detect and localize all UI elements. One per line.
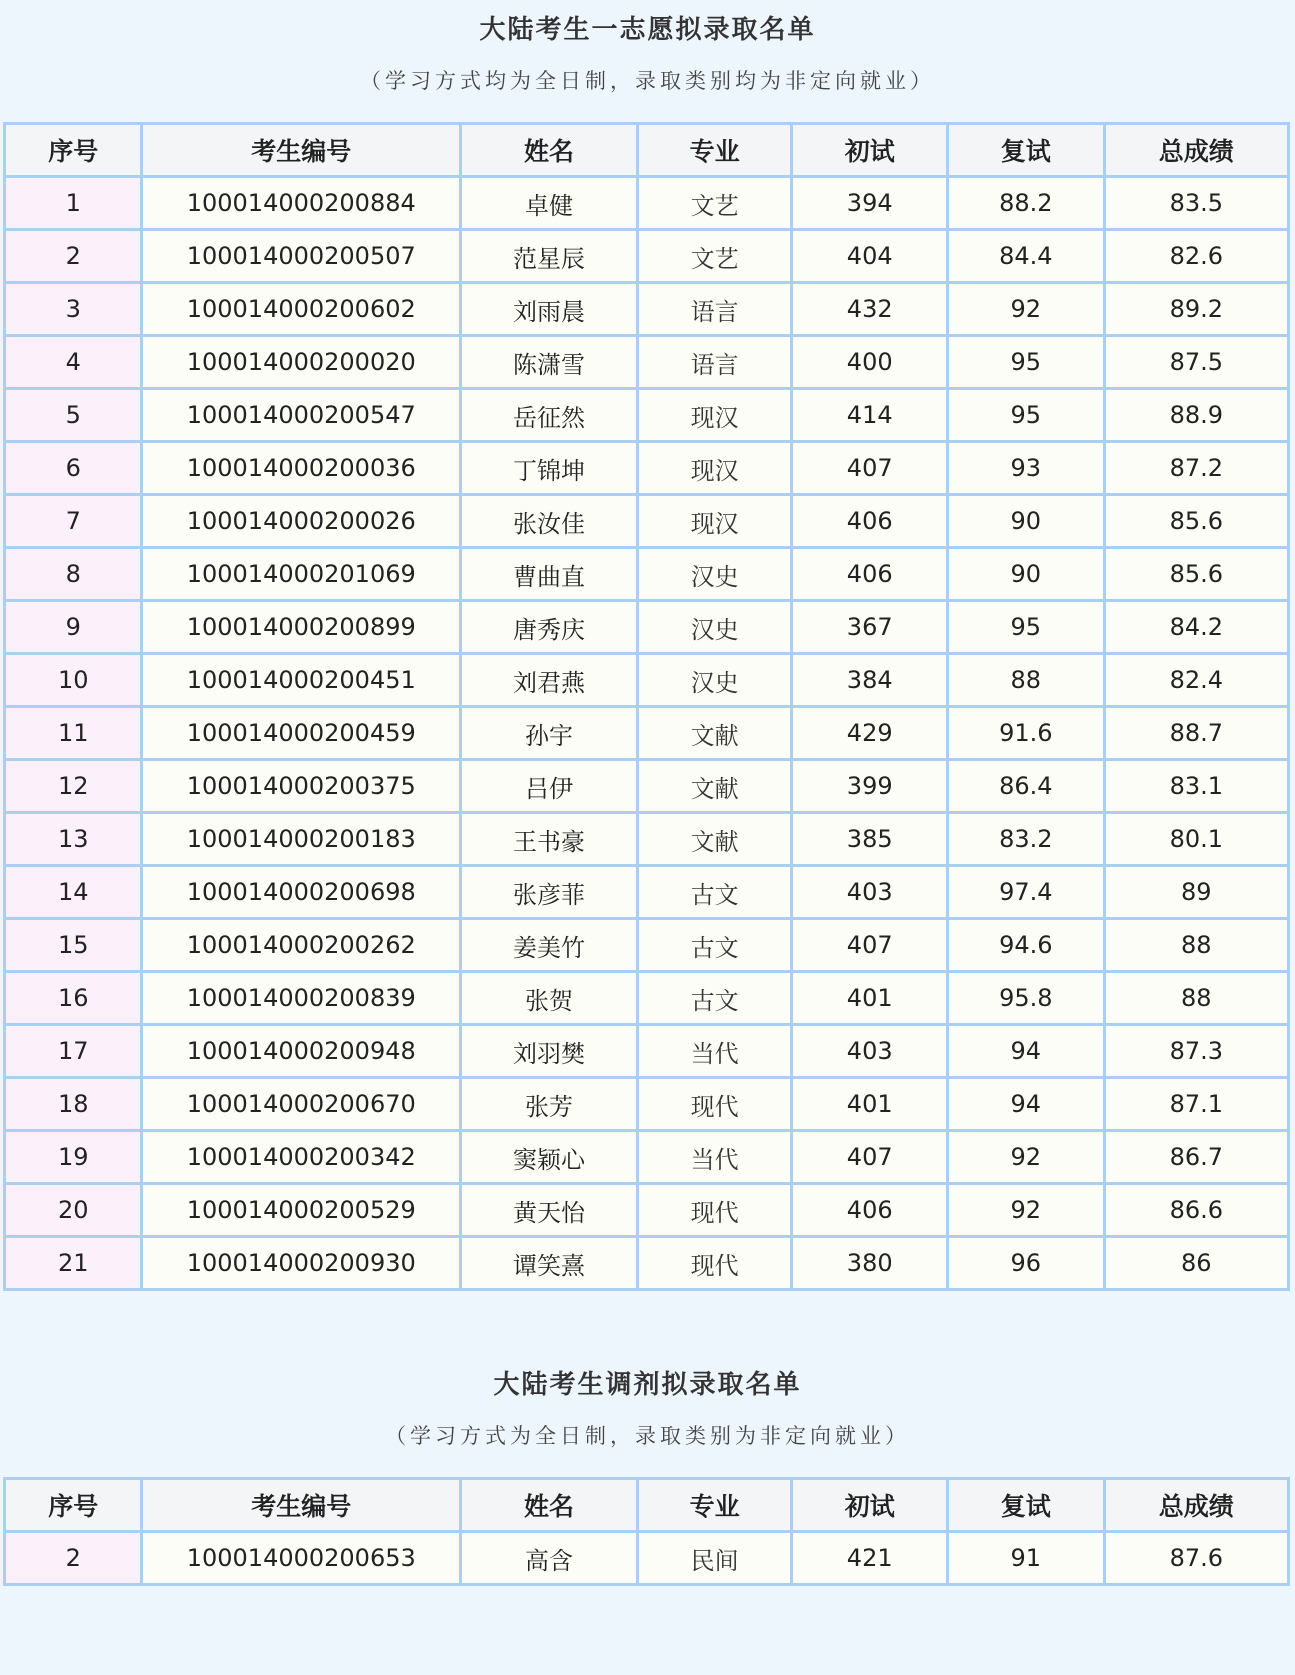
cell-retest-score: 92 (947, 1184, 1104, 1237)
cell-retest-score: 95 (947, 336, 1104, 389)
cell-candidate-id: 100014000200451 (142, 654, 461, 707)
column-header-retest-score: 复试 (947, 1479, 1104, 1532)
table-row (5, 1237, 1289, 1290)
cell-major: 汉史 (637, 654, 792, 707)
cell-candidate-id: 100014000200183 (142, 813, 461, 866)
cell-index: 14 (5, 866, 142, 919)
cell-candidate-id: 100014000200020 (142, 336, 461, 389)
cell-index: 15 (5, 919, 142, 972)
cell-prelim-score: 432 (792, 283, 948, 336)
table-header-row (5, 124, 1289, 177)
cell-total-score: 87.5 (1104, 336, 1288, 389)
cell-prelim-score: 406 (792, 1184, 948, 1237)
cell-index: 21 (5, 1237, 142, 1290)
column-header-prelim-score: 初试 (792, 124, 948, 177)
cell-major: 文献 (637, 813, 792, 866)
cell-candidate-id: 100014000200930 (142, 1237, 461, 1290)
cell-retest-score: 95 (947, 601, 1104, 654)
column-header-retest-score: 复试 (947, 124, 1104, 177)
cell-major: 古文 (637, 919, 792, 972)
cell-retest-score: 84.4 (947, 230, 1104, 283)
cell-name: 孙宇 (461, 707, 638, 760)
cell-total-score: 85.6 (1104, 495, 1288, 548)
cell-candidate-id: 100014000200899 (142, 601, 461, 654)
cell-prelim-score: 380 (792, 1237, 948, 1290)
cell-major: 当代 (637, 1131, 792, 1184)
cell-major: 现代 (637, 1237, 792, 1290)
cell-index: 3 (5, 283, 142, 336)
cell-retest-score: 95 (947, 389, 1104, 442)
cell-candidate-id: 100014000200698 (142, 866, 461, 919)
column-header-total-score: 总成绩 (1104, 1479, 1288, 1532)
cell-total-score: 88.7 (1104, 707, 1288, 760)
cell-index: 10 (5, 654, 142, 707)
cell-total-score: 87.3 (1104, 1025, 1288, 1078)
cell-name: 吕伊 (461, 760, 638, 813)
column-header-candidate-id: 考生编号 (142, 1479, 461, 1532)
cell-total-score: 87.2 (1104, 442, 1288, 495)
cell-total-score: 88.9 (1104, 389, 1288, 442)
table-body (5, 1532, 1289, 1585)
cell-name: 刘羽樊 (461, 1025, 638, 1078)
cell-name: 陈潇雪 (461, 336, 638, 389)
cell-retest-score: 92 (947, 1131, 1104, 1184)
table-body (5, 177, 1289, 1290)
cell-major: 现代 (637, 1184, 792, 1237)
table-row (5, 1025, 1289, 1078)
cell-prelim-score: 403 (792, 866, 948, 919)
cell-prelim-score: 406 (792, 495, 948, 548)
cell-major: 当代 (637, 1025, 792, 1078)
cell-total-score: 86 (1104, 1237, 1288, 1290)
table-row (5, 654, 1289, 707)
cell-total-score: 86.6 (1104, 1184, 1288, 1237)
table-row (5, 1184, 1289, 1237)
cell-major: 文艺 (637, 230, 792, 283)
cell-total-score: 85.6 (1104, 548, 1288, 601)
cell-candidate-id: 100014000200459 (142, 707, 461, 760)
table-row (5, 1532, 1289, 1585)
column-header-total-score: 总成绩 (1104, 124, 1288, 177)
column-header-index: 序号 (5, 124, 142, 177)
cell-name: 张汝佳 (461, 495, 638, 548)
cell-name: 高含 (461, 1532, 638, 1585)
cell-candidate-id: 100014000200884 (142, 177, 461, 230)
cell-candidate-id: 100014000200507 (142, 230, 461, 283)
column-header-name: 姓名 (461, 124, 638, 177)
cell-total-score: 82.6 (1104, 230, 1288, 283)
cell-retest-score: 94 (947, 1025, 1104, 1078)
table-row (5, 442, 1289, 495)
table-row (5, 336, 1289, 389)
table-row (5, 972, 1289, 1025)
cell-retest-score: 91.6 (947, 707, 1104, 760)
cell-candidate-id: 100014000200036 (142, 442, 461, 495)
cell-name: 窦颖心 (461, 1131, 638, 1184)
cell-retest-score: 83.2 (947, 813, 1104, 866)
cell-index: 2 (5, 1532, 142, 1585)
table-row (5, 283, 1289, 336)
cell-name: 卓健 (461, 177, 638, 230)
table-row (5, 707, 1289, 760)
adjustment-table (3, 1477, 1290, 1586)
cell-prelim-score: 407 (792, 442, 948, 495)
cell-major: 古文 (637, 866, 792, 919)
table-row (5, 389, 1289, 442)
cell-index: 13 (5, 813, 142, 866)
cell-prelim-score: 403 (792, 1025, 948, 1078)
cell-retest-score: 97.4 (947, 866, 1104, 919)
cell-prelim-score: 421 (792, 1532, 948, 1585)
cell-major: 现汉 (637, 495, 792, 548)
cell-retest-score: 93 (947, 442, 1104, 495)
cell-major: 现代 (637, 1078, 792, 1131)
table-row (5, 230, 1289, 283)
cell-candidate-id: 100014000200262 (142, 919, 461, 972)
column-header-major: 专业 (637, 1479, 792, 1532)
table-row (5, 495, 1289, 548)
cell-candidate-id: 100014000200026 (142, 495, 461, 548)
cell-retest-score: 90 (947, 495, 1104, 548)
cell-name: 刘君燕 (461, 654, 638, 707)
cell-total-score: 88 (1104, 972, 1288, 1025)
table-row (5, 548, 1289, 601)
cell-prelim-score: 367 (792, 601, 948, 654)
cell-retest-score: 94 (947, 1078, 1104, 1131)
cell-prelim-score: 406 (792, 548, 948, 601)
cell-index: 2 (5, 230, 142, 283)
cell-total-score: 88 (1104, 919, 1288, 972)
column-header-prelim-score: 初试 (792, 1479, 948, 1532)
cell-prelim-score: 400 (792, 336, 948, 389)
cell-candidate-id: 100014000200529 (142, 1184, 461, 1237)
table-row (5, 813, 1289, 866)
cell-total-score: 89 (1104, 866, 1288, 919)
cell-total-score: 82.4 (1104, 654, 1288, 707)
cell-index: 1 (5, 177, 142, 230)
cell-candidate-id: 100014000200948 (142, 1025, 461, 1078)
adjustment-subtitle: （学习方式为全日制，录取类别为非定向就业） (385, 1424, 910, 1448)
cell-major: 汉史 (637, 548, 792, 601)
cell-prelim-score: 401 (792, 972, 948, 1025)
cell-major: 汉史 (637, 601, 792, 654)
cell-retest-score: 91 (947, 1532, 1104, 1585)
column-header-candidate-id: 考生编号 (142, 124, 461, 177)
cell-name: 张彦菲 (461, 866, 638, 919)
cell-name: 刘雨晨 (461, 283, 638, 336)
column-header-major: 专业 (637, 124, 792, 177)
cell-total-score: 87.6 (1104, 1532, 1288, 1585)
table-row (5, 1131, 1289, 1184)
cell-retest-score: 95.8 (947, 972, 1104, 1025)
cell-total-score: 80.1 (1104, 813, 1288, 866)
cell-name: 曹曲直 (461, 548, 638, 601)
cell-total-score: 87.1 (1104, 1078, 1288, 1131)
adjustment-section (0, 1355, 1295, 1586)
cell-retest-score: 86.4 (947, 760, 1104, 813)
cell-index: 8 (5, 548, 142, 601)
column-header-name: 姓名 (461, 1479, 638, 1532)
cell-retest-score: 94.6 (947, 919, 1104, 972)
cell-name: 张贺 (461, 972, 638, 1025)
cell-major: 民间 (637, 1532, 792, 1585)
cell-prelim-score: 407 (792, 919, 948, 972)
cell-candidate-id: 100014000200547 (142, 389, 461, 442)
cell-index: 18 (5, 1078, 142, 1131)
cell-major: 现汉 (637, 442, 792, 495)
cell-name: 丁锦坤 (461, 442, 638, 495)
first-choice-title: 大陆考生一志愿拟录取名单 (479, 15, 816, 45)
cell-name: 姜美竹 (461, 919, 638, 972)
first-choice-table (3, 122, 1290, 1291)
cell-major: 现汉 (637, 389, 792, 442)
cell-candidate-id: 100014000200602 (142, 283, 461, 336)
cell-prelim-score: 407 (792, 1131, 948, 1184)
table-row (5, 919, 1289, 972)
cell-major: 古文 (637, 972, 792, 1025)
cell-name: 张芳 (461, 1078, 638, 1131)
cell-prelim-score: 394 (792, 177, 948, 230)
cell-name: 黄天怡 (461, 1184, 638, 1237)
first-choice-subtitle: （学习方式均为全日制，录取类别均为非定向就业） (360, 69, 935, 93)
cell-candidate-id: 100014000200670 (142, 1078, 461, 1131)
cell-major: 文献 (637, 760, 792, 813)
cell-retest-score: 88.2 (947, 177, 1104, 230)
cell-retest-score: 92 (947, 283, 1104, 336)
table-row (5, 1078, 1289, 1131)
cell-name: 唐秀庆 (461, 601, 638, 654)
cell-major: 语言 (637, 283, 792, 336)
cell-prelim-score: 384 (792, 654, 948, 707)
cell-total-score: 89.2 (1104, 283, 1288, 336)
cell-index: 11 (5, 707, 142, 760)
cell-total-score: 83.1 (1104, 760, 1288, 813)
adjustment-title: 大陆考生调剂拟录取名单 (493, 1370, 802, 1400)
cell-major: 文献 (637, 707, 792, 760)
table-row (5, 601, 1289, 654)
cell-candidate-id: 100014000200839 (142, 972, 461, 1025)
cell-retest-score: 90 (947, 548, 1104, 601)
cell-index: 6 (5, 442, 142, 495)
table-row (5, 760, 1289, 813)
cell-prelim-score: 399 (792, 760, 948, 813)
cell-candidate-id: 100014000200342 (142, 1131, 461, 1184)
cell-retest-score: 96 (947, 1237, 1104, 1290)
cell-name: 岳征然 (461, 389, 638, 442)
cell-prelim-score: 385 (792, 813, 948, 866)
cell-major: 文艺 (637, 177, 792, 230)
cell-index: 12 (5, 760, 142, 813)
cell-index: 17 (5, 1025, 142, 1078)
column-header-index: 序号 (5, 1479, 142, 1532)
cell-total-score: 83.5 (1104, 177, 1288, 230)
table-row (5, 866, 1289, 919)
cell-name: 王书豪 (461, 813, 638, 866)
cell-total-score: 84.2 (1104, 601, 1288, 654)
cell-index: 4 (5, 336, 142, 389)
cell-prelim-score: 429 (792, 707, 948, 760)
cell-prelim-score: 414 (792, 389, 948, 442)
table-row (5, 177, 1289, 230)
cell-name: 范星辰 (461, 230, 638, 283)
cell-index: 7 (5, 495, 142, 548)
cell-name: 谭笑熹 (461, 1237, 638, 1290)
cell-prelim-score: 404 (792, 230, 948, 283)
table-header-row (5, 1479, 1289, 1532)
cell-major: 语言 (637, 336, 792, 389)
cell-candidate-id: 100014000200653 (142, 1532, 461, 1585)
cell-retest-score: 88 (947, 654, 1104, 707)
cell-prelim-score: 401 (792, 1078, 948, 1131)
cell-candidate-id: 100014000201069 (142, 548, 461, 601)
cell-total-score: 86.7 (1104, 1131, 1288, 1184)
cell-index: 19 (5, 1131, 142, 1184)
cell-candidate-id: 100014000200375 (142, 760, 461, 813)
cell-index: 20 (5, 1184, 142, 1237)
cell-index: 9 (5, 601, 142, 654)
cell-index: 16 (5, 972, 142, 1025)
cell-index: 5 (5, 389, 142, 442)
